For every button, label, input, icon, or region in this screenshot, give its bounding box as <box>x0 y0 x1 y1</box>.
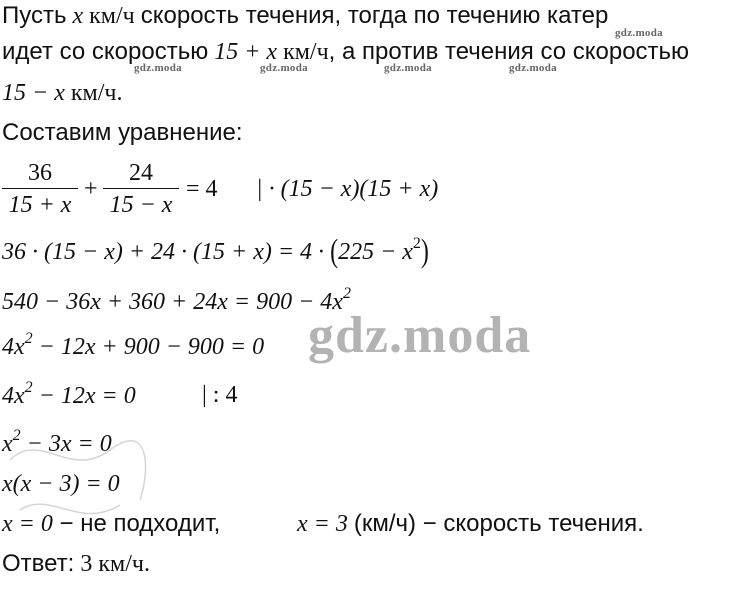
step-4-a: 4x <box>2 334 25 360</box>
intro-text-b: скорость течения, тогда по течению катер <box>140 2 609 29</box>
intro-text-a: Пусть <box>2 2 67 29</box>
variable-x: x <box>72 3 84 29</box>
watermark-small-1: gdz.moda <box>615 27 663 39</box>
step-6-exponent: 2 <box>12 427 21 444</box>
step-3-expression: 540 − 36x + 360 + 24x = 900 − 4x <box>2 289 343 315</box>
fraction-1-bar <box>2 188 78 189</box>
answer-value: 3 <box>80 551 93 577</box>
step-4-b: − 12x + 900 − 900 = 0 <box>32 334 265 360</box>
step-2-paren-close: ) <box>420 234 429 270</box>
answer-unit: км/ч. <box>98 551 150 577</box>
fraction-2-denominator: 15 − x <box>109 192 173 218</box>
equation-1-multiplier: | · (15 − x)(15 + x) <box>256 176 439 202</box>
expression-downstream: 15 + x <box>214 39 278 65</box>
expression-upstream: 15 − x <box>2 80 65 106</box>
step-7: x(x − 3) = 0 <box>2 471 120 497</box>
intro-line-3 <box>2 79 122 107</box>
fraction-2-bar <box>103 188 179 189</box>
fraction-1 <box>2 160 78 218</box>
step-3-exponent: 2 <box>342 285 351 302</box>
step-2-paren-open: ( <box>330 234 339 270</box>
unit-kmh: км/ч <box>70 80 117 106</box>
intro-line-2 <box>2 38 689 66</box>
step-6-b: − 3x = 0 <box>20 431 112 457</box>
fraction-2-numerator: 24 <box>129 160 153 186</box>
step-8-root-zero: x = 0 <box>2 511 53 537</box>
answer-line <box>2 550 150 578</box>
step-8-conclusion: (км/ч) − скорость течения. <box>353 510 644 537</box>
fraction-1-denominator: 15 + x <box>8 192 72 218</box>
plus-sign: + <box>84 176 98 202</box>
intro-text-d: , а против течения со скоростью <box>328 38 690 65</box>
fraction-1-numerator: 36 <box>28 160 52 186</box>
step-5-a: 4x <box>2 383 25 409</box>
step-4 <box>2 330 265 364</box>
compose-heading: Составим уравнение: <box>2 119 243 146</box>
unit-kmh: км/ч <box>89 3 135 29</box>
step-2 <box>2 234 429 270</box>
period: . <box>116 80 123 106</box>
step-8-root-three: x = 3 <box>297 511 348 537</box>
step-5-exponent: 2 <box>24 379 33 396</box>
step-2-exponent: 2 <box>412 235 421 252</box>
answer-label: Ответ: <box>2 550 75 577</box>
watermark-small-3: gdz.moda <box>260 62 308 74</box>
step-5-b: − 12x = 0 <box>32 383 136 409</box>
step-5-divisor: | : 4 <box>202 382 238 408</box>
step-5 <box>2 379 136 413</box>
step-8-solution <box>297 510 644 538</box>
step-3 <box>2 285 351 319</box>
watermark-small-4: gdz.moda <box>384 62 432 74</box>
step-8-reject: − не подходит, <box>52 510 221 537</box>
fraction-2 <box>103 160 179 218</box>
watermark-small-5: gdz.moda <box>509 62 557 74</box>
watermark-main: gdz.moda <box>308 307 532 364</box>
watermark-small-2: gdz.moda <box>134 62 182 74</box>
equation-1-rhs: = 4 <box>186 176 218 202</box>
step-2-lhs: 36 · (15 − x) + 24 · (15 + x) = 4 · <box>2 239 331 265</box>
step-4-exponent: 2 <box>24 330 33 347</box>
intro-line-1 <box>2 2 608 30</box>
handwriting-watermark <box>0 420 160 550</box>
unit-kmh: км/ч <box>283 39 329 65</box>
intro-text-c: идет со скоростью <box>2 38 209 65</box>
step-2-inner: 225 − x <box>338 239 413 265</box>
step-6-a: x <box>2 431 13 457</box>
